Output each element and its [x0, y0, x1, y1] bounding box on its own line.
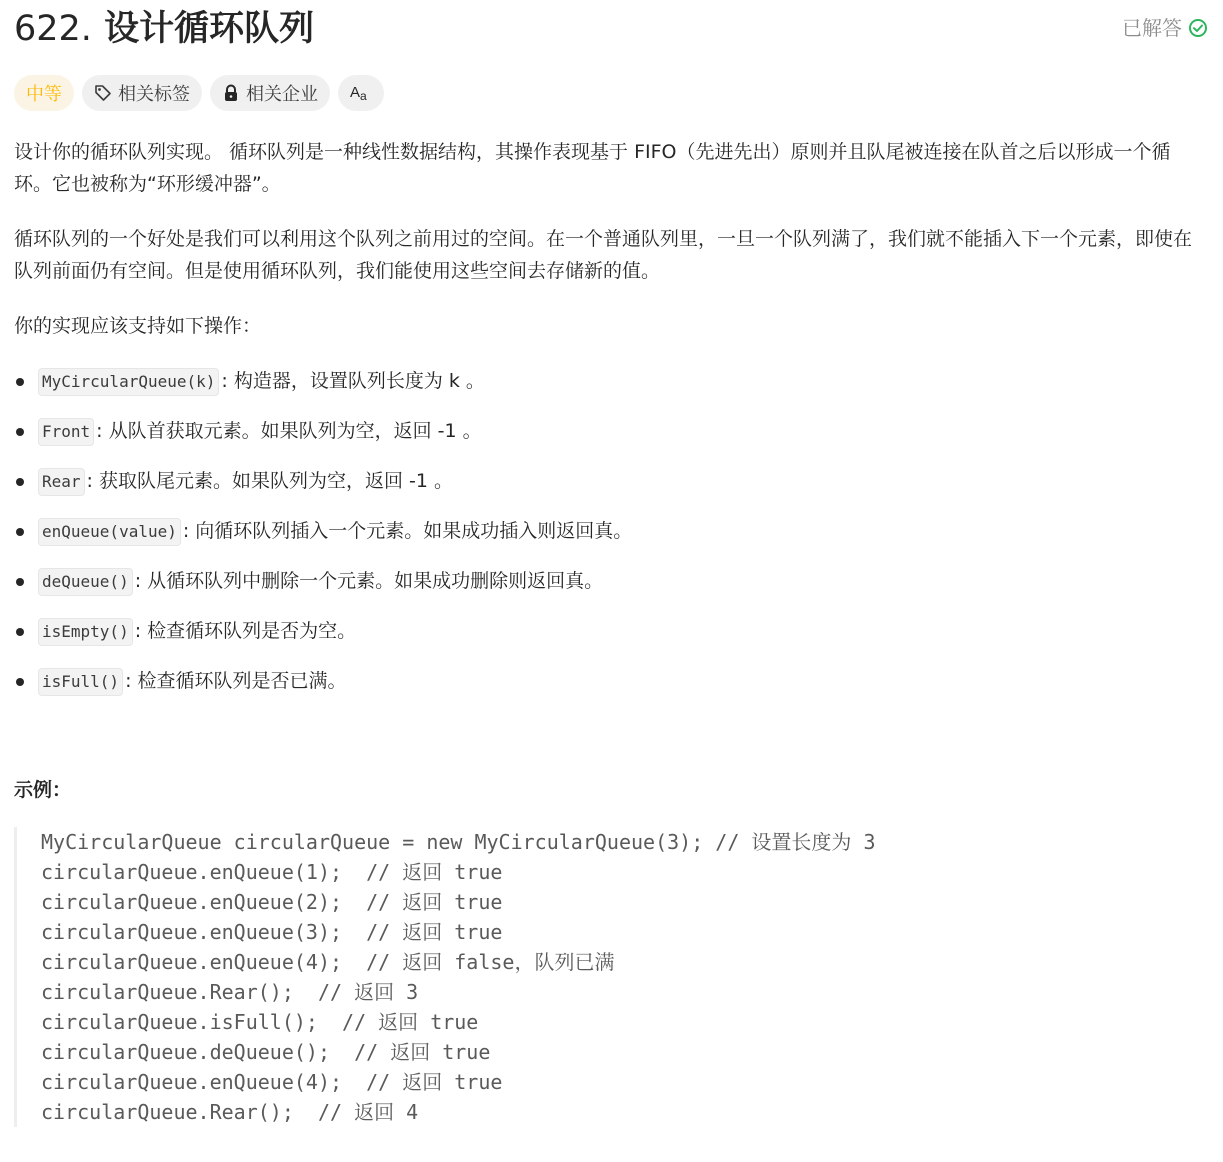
inline-code: Front — [38, 418, 94, 446]
code-line: circularQueue.isFull(); // 返回 true — [41, 1010, 479, 1034]
example-code — [17, 827, 1208, 1127]
tag-icon — [94, 84, 112, 102]
problem-title[interactable] — [14, 8, 314, 50]
problem-header — [14, 0, 1208, 62]
problem-name: 设计循环队列 — [104, 9, 315, 49]
code-line: circularQueue.enQueue(1); // 返回 true — [41, 860, 503, 884]
bullet — [16, 578, 24, 586]
svg-text:a: a — [360, 89, 367, 103]
problem-page — [14, 0, 1208, 1124]
check-circle-icon — [1188, 18, 1208, 38]
inline-code: MyCircularQueue(k) — [38, 368, 219, 396]
operations-list — [14, 366, 1208, 716]
bullet — [16, 628, 24, 636]
list-item-text: : 构造器，设置队列长度为 k 。 — [221, 370, 485, 392]
code-line: circularQueue.enQueue(3); // 返回 true — [41, 920, 503, 944]
list-item-text: : 检查循环队列是否为空。 — [134, 620, 357, 642]
inline-code: enQueue(value) — [38, 518, 181, 546]
list-item — [14, 416, 1208, 466]
solved-status — [1122, 14, 1208, 42]
solved-label: 已解答 — [1122, 16, 1182, 40]
description-paragraph-1: 设计你的循环队列实现。 循环队列是一种线性数据结构，其操作表现基于 FIFO（先进先出）原则并且队尾被连接在队首之后以形成一个循环。它也被称为“环形缓冲器”。 — [14, 141, 1171, 195]
inline-code: isFull() — [38, 668, 123, 696]
code-line: MyCircularQueue circularQueue = new MyCircularQueue(3); // 设置长度为 3 — [41, 830, 876, 854]
code-line: circularQueue.enQueue(4); // 返回 false，队列已满 — [41, 950, 615, 974]
list-item — [14, 666, 1208, 716]
code-line: circularQueue.deQueue(); // 返回 true — [41, 1040, 491, 1064]
list-item — [14, 466, 1208, 516]
list-item-text: : 从队首获取元素。如果队列为空，返回 -1 。 — [96, 420, 482, 442]
inline-code: deQueue() — [38, 568, 133, 596]
description-paragraph-2: 循环队列的一个好处是我们可以利用这个队列之前用过的空间。在一个普通队列里，一旦一个队列满了，我们就不能插入下一个元素，即使在队列前面仍有空间。但是使用循环队列，我们能使用这些空间去存储新的值。 — [14, 228, 1193, 282]
example-code-block — [14, 827, 1208, 1127]
code-line: circularQueue.enQueue(2); // 返回 true — [41, 890, 503, 914]
bullet — [16, 378, 24, 386]
difficulty-tag[interactable] — [14, 75, 74, 111]
list-item-text: : 从循环队列中删除一个元素。如果成功删除则返回真。 — [134, 570, 604, 592]
example-heading: 示例： — [14, 779, 72, 801]
related-companies-button[interactable] — [210, 75, 330, 111]
related-tags-button[interactable] — [82, 75, 202, 111]
list-item — [14, 566, 1208, 616]
bullet — [16, 678, 24, 686]
svg-text:A: A — [350, 84, 361, 101]
problem-number: 622. — [14, 9, 92, 49]
translate-icon — [350, 83, 372, 103]
bullet — [16, 478, 24, 486]
inline-code: Rear — [38, 468, 85, 496]
list-item — [14, 516, 1208, 566]
code-line: circularQueue.Rear(); // 返回 4 — [41, 1100, 419, 1124]
list-item-text: : 检查循环队列是否已满。 — [125, 670, 347, 692]
bullet — [16, 428, 24, 436]
list-item-text: : 获取队尾元素。如果队列为空，返回 -1 。 — [86, 470, 453, 492]
list-item-text: : 向循环队列插入一个元素。如果成功插入则返回真。 — [182, 520, 633, 542]
inline-code: isEmpty() — [38, 618, 133, 646]
difficulty-label: 中等 — [26, 84, 62, 105]
translate-button[interactable] — [338, 75, 384, 111]
description-paragraph-3: 你的实现应该支持如下操作： — [14, 315, 262, 337]
list-item — [14, 366, 1208, 416]
lock-icon — [222, 84, 240, 102]
bullet — [16, 528, 24, 536]
list-item — [14, 616, 1208, 666]
code-line: circularQueue.Rear(); // 返回 3 — [41, 980, 419, 1004]
code-line: circularQueue.enQueue(4); // 返回 true — [41, 1070, 503, 1094]
tag-bar — [14, 75, 384, 111]
related-tags-label: 相关标签 — [118, 84, 190, 105]
related-companies-label: 相关企业 — [246, 84, 318, 105]
